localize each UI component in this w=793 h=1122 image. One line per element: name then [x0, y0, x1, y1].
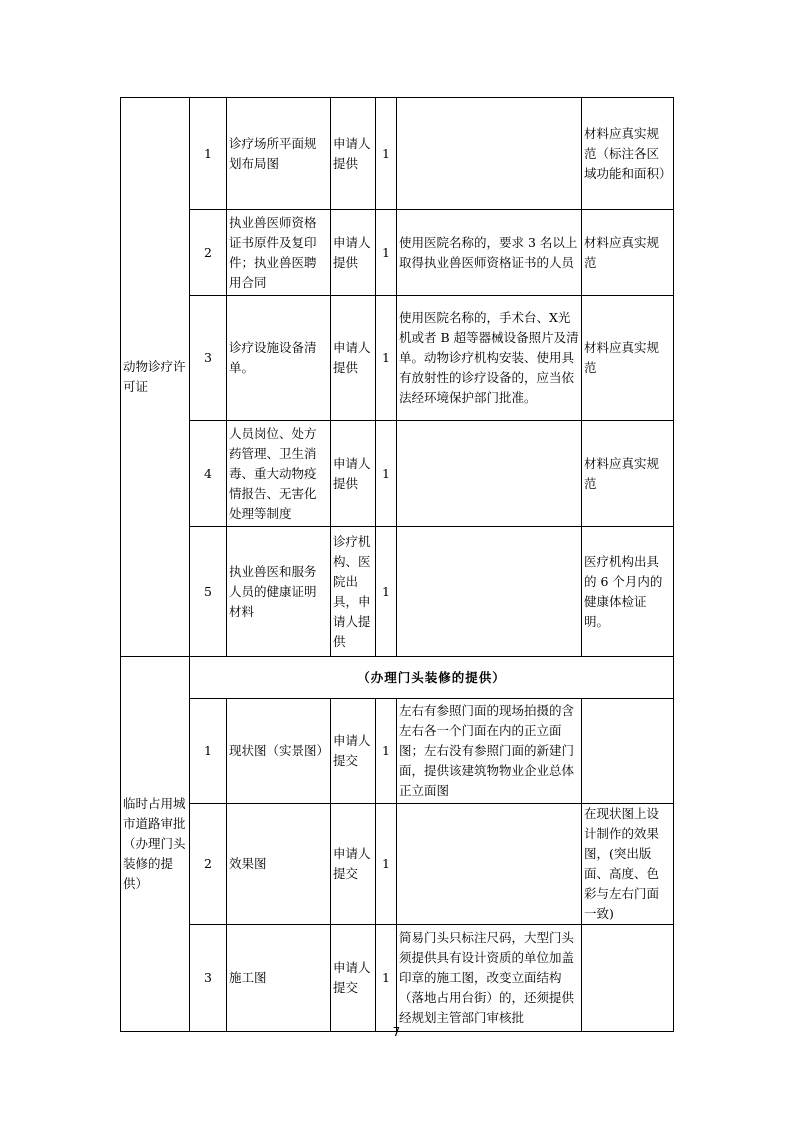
provider: 申请人提供 [331, 296, 376, 421]
provider: 申请人提供 [331, 421, 376, 527]
table-row [121, 296, 674, 421]
page-number: 7 [392, 1025, 401, 1039]
row-number: 3 [190, 925, 227, 1032]
note: 在现状图上设计制作的效果图，(突出版面、高度、色彩与左右门面一致) [582, 804, 674, 925]
table-row [121, 98, 674, 210]
provider: 诊疗机构、医院出具，申请人提供 [331, 527, 376, 657]
note: 材料应真实规范 [582, 421, 674, 527]
note: 医疗机构出具的 6 个月内的健康体检证明。 [582, 527, 674, 657]
note: 材料应真实规范 [582, 296, 674, 421]
copy-count: 1 [376, 699, 397, 804]
material-name: 人员岗位、处方药管理、卫生消毒、重大动物疫情报告、无害化处理等制度 [227, 421, 331, 527]
section-name: 动物诊疗许可证 [121, 98, 190, 657]
row-number: 2 [190, 210, 227, 296]
material-name: 诊疗场所平面规划布局图 [227, 98, 331, 210]
requirement: 使用医院名称的，要求 3 名以上取得执业兽医师资格证书的人员 [397, 210, 582, 296]
material-name: 执业兽医师资格证书原件及复印件；执业兽医聘用合同 [227, 210, 331, 296]
note: 材料应真实规范（标注各区域功能和面积） [582, 98, 674, 210]
provider: 申请人提交 [331, 699, 376, 804]
row-number: 2 [190, 804, 227, 925]
material-name: 效果图 [227, 804, 331, 925]
table-row [121, 527, 674, 657]
provider: 申请人提供 [331, 98, 376, 210]
material-name: 执业兽医和服务人员的健康证明材料 [227, 527, 331, 657]
material-name: 施工图 [227, 925, 331, 1032]
requirement [397, 804, 582, 925]
materials-table [120, 97, 674, 1032]
note [582, 925, 674, 1032]
copy-count: 1 [376, 804, 397, 925]
requirement [397, 421, 582, 527]
section-subheading: （办理门头装修的提供） [190, 657, 674, 699]
copy-count: 1 [376, 421, 397, 527]
requirement [397, 98, 582, 210]
row-number: 4 [190, 421, 227, 527]
copy-count: 1 [376, 296, 397, 421]
copy-count: 1 [376, 925, 397, 1032]
requirement: 简易门头只标注尺码，大型门头须提供具有设计资质的单位加盖印章的施工图，改变立面结构（落地占用台街）的，还须提供经规划主管部门审核批 [397, 925, 582, 1032]
copy-count: 1 [376, 527, 397, 657]
table-row [121, 699, 674, 804]
note: 材料应真实规范 [582, 210, 674, 296]
row-number: 1 [190, 98, 227, 210]
provider: 申请人提交 [331, 925, 376, 1032]
table-row [121, 421, 674, 527]
copy-count: 1 [376, 98, 397, 210]
row-number: 1 [190, 699, 227, 804]
note [582, 699, 674, 804]
provider: 申请人提交 [331, 804, 376, 925]
provider: 申请人提供 [331, 210, 376, 296]
material-name: 现状图（实景图） [227, 699, 331, 804]
table-row [121, 925, 674, 1032]
section-name: 临时占用城市道路审批（办理门头装修的提供） [121, 657, 190, 1032]
row-number: 5 [190, 527, 227, 657]
table-row [121, 657, 674, 699]
copy-count: 1 [376, 210, 397, 296]
requirement: 左右有参照门面的现场拍摄的含左右各一个门面在内的正立面图；左右没有参照门面的新建门面，提供该建筑物物业企业总体正立面图 [397, 699, 582, 804]
table-row [121, 804, 674, 925]
table-row [121, 210, 674, 296]
requirement: 使用医院名称的，手术台、X光机或者 B 超等器械设备照片及清单。动物诊疗机构安装、使用具有放射性的诊疗设备的，应当依法经环境保护部门批准。 [397, 296, 582, 421]
requirement [397, 527, 582, 657]
material-name: 诊疗设施设备清单。 [227, 296, 331, 421]
row-number: 3 [190, 296, 227, 421]
